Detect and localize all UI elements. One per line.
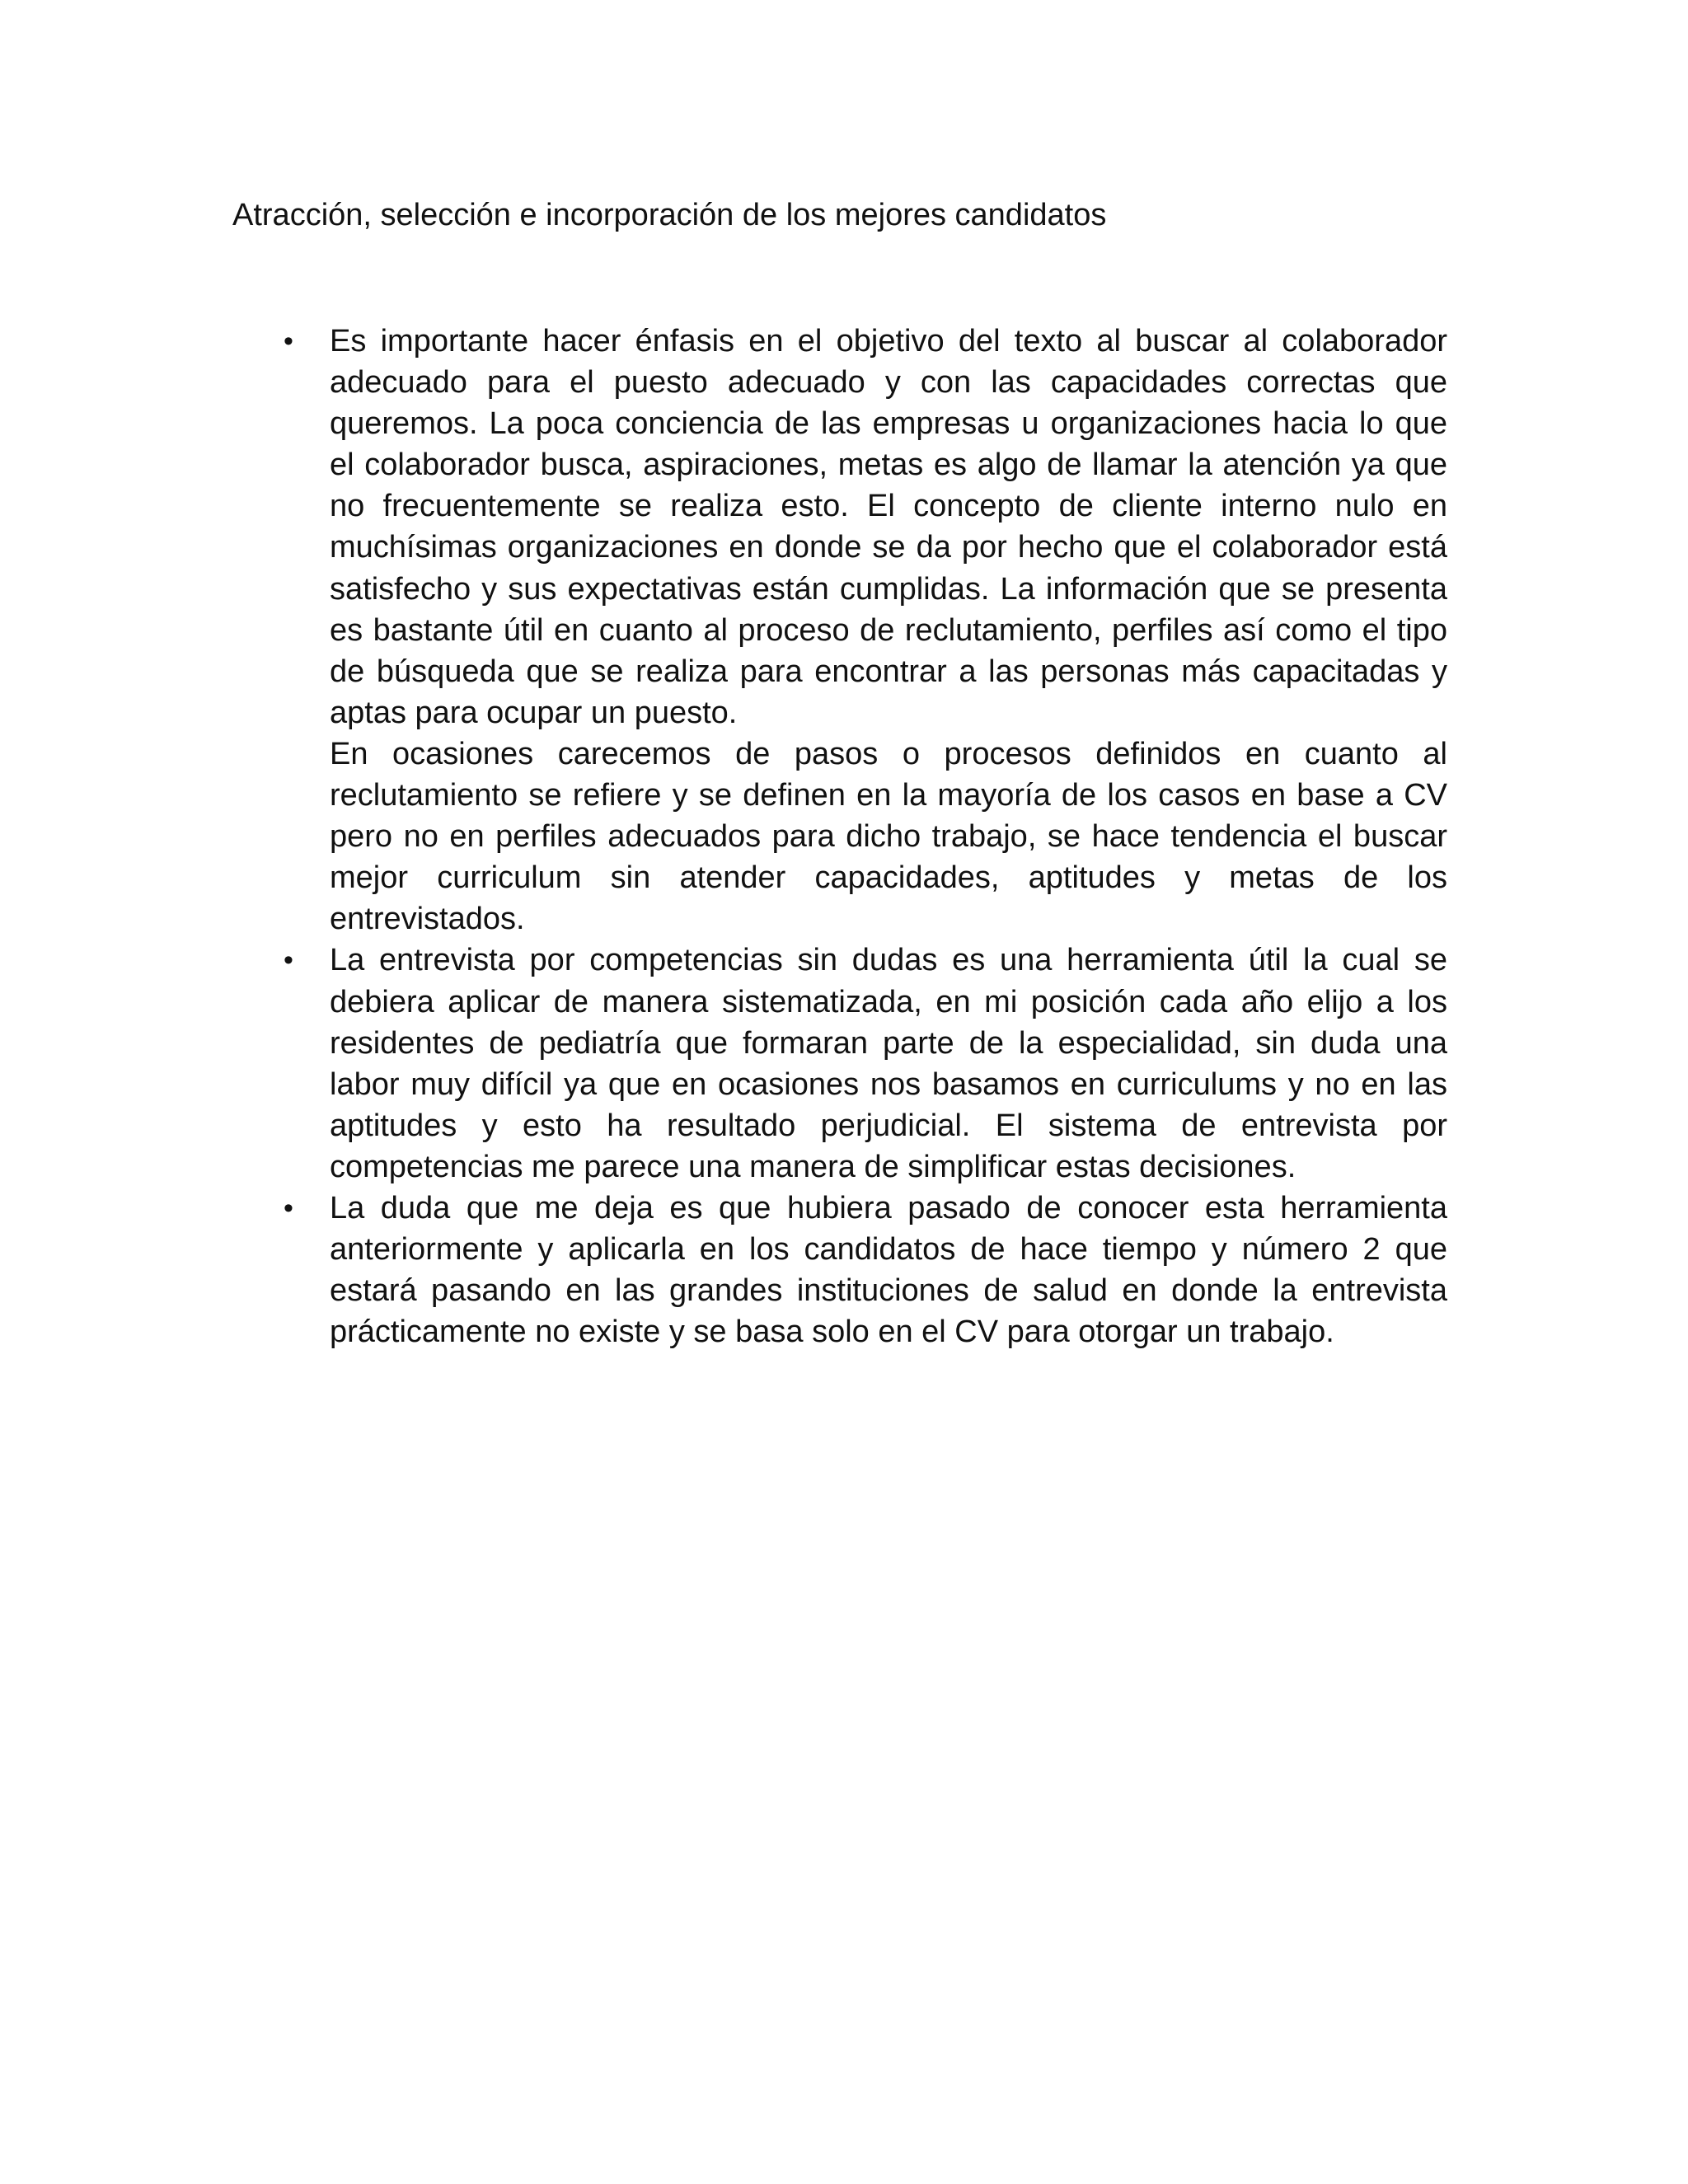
bullet-icon: • <box>284 1192 293 1224</box>
list-item <box>0 321 1688 940</box>
paragraph: En ocasiones carecemos de pasos o procesos definidos en cuanto al reclutamiento se refiere y se definen en la mayoría de los casos en base a CV pero no en perfiles adecuados para dicho trabajo, se hace tendencia el buscar mejor curriculum sin atender capacidades, aptitudes y metas de los entrevistados. <box>330 736 1447 937</box>
bullet-icon: • <box>284 944 293 977</box>
bullet-icon: • <box>284 326 293 357</box>
list-item <box>0 1188 1688 1352</box>
paragraph: Es importante hacer énfasis en el objetivo del texto al buscar al colaborador adecuado para el puesto adecuado y con las capacidades correctas que queremos. La poca conciencia de las empresas u organizaciones hacia lo que el colaborador busca, aspiraciones, metas es algo de llamar la atención ya que no frecuentemente se realiza esto. El concepto de cliente interno nulo en muchísimas organizaciones en donde se da por hecho que el colaborador está satisfecho y sus expectativas están cumplidas. La información que se presenta es bastante útil en cuanto al proceso de reclutamiento, perfiles así como el tipo de búsqueda que se realiza para encontrar a las personas más capacitadas y aptas para ocupar un puesto. <box>330 324 1447 730</box>
paragraph: La duda que me deja es que hubiera pasado de conocer esta herramienta anteriormente y aplicarla en los candidatos de hace tiempo y número 2 que estará pasando en las grandes instituciones de salud en donde la entrevista prácticamente no existe y se basa solo en el CV para otorgar un trabajo. <box>330 1190 1447 1350</box>
paragraph: La entrevista por competencias sin dudas es una herramienta útil la cual se debiera aplicar de manera sistematizada, en mi posición cada año elijo a los residentes de pediatría que formaran parte de la especialidad, sin duda una labor muy difícil ya que en ocasiones nos basamos en curriculums y no en las aptitudes y esto ha resultado perjudicial. El sistema de entrevista por competencias me parece una manera de simplificar estas decisiones. <box>330 943 1447 1184</box>
bullet-list <box>0 321 1688 1352</box>
list-item <box>0 940 1688 1188</box>
document-title: Atracción, selección e incorporación de los mejores candidatos <box>232 198 1107 232</box>
